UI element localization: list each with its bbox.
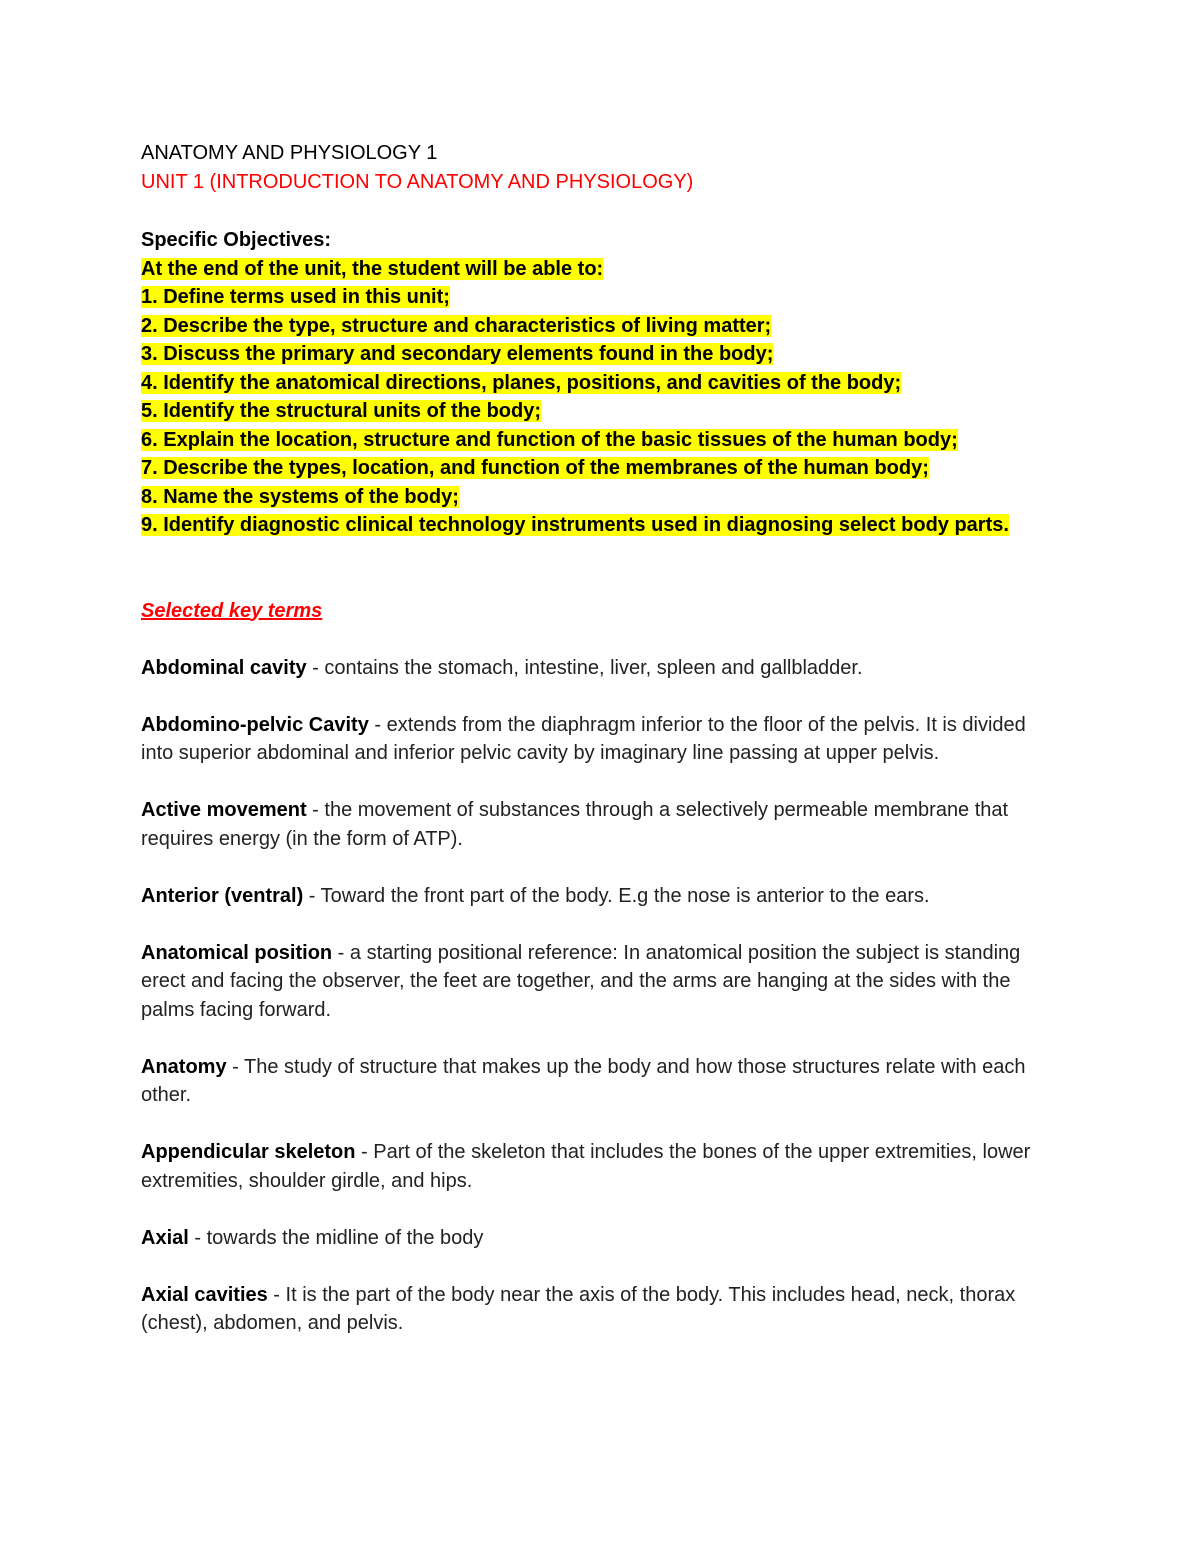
objective-item: 1. Define terms used in this unit; [141,286,450,308]
term-name: Abdomino-pelvic Cavity [141,713,369,736]
term-entry [141,939,1061,1025]
objective-item: 8. Name the systems of the body; [141,485,459,508]
objective-item: 2. Describe the type, structure and characteristics of living matter; [141,314,772,337]
term-definition: - towards the midline of the body [188,1226,484,1249]
term-definition: - a starting positional reference: In anatomical position the subject is standing erect and facing the observer, the feet are together, and the arms are hanging at the sides with the palms facing forward. [141,941,1021,1021]
term-entry [141,1053,1061,1110]
objective-item: 9. Identify diagnostic clinical technology instruments used in diagnosing select body parts. [141,514,1009,536]
term-entry [141,1138,1061,1195]
document-page [141,139,1061,1366]
term-definition: - contains the stomach, intestine, liver, spleen and gallbladder. [306,656,863,679]
term-entry [141,654,1061,683]
term-definition: - The study of structure that makes up the body and how those structures relate with each other. [141,1055,1026,1106]
objectives-label: Specific Objectives: [141,229,332,251]
term-name: Axial cavities [141,1283,268,1306]
objective-item: 4. Identify the anatomical directions, planes, positions, and cavities of the body; [141,371,902,394]
term-name: Active movement [141,799,307,821]
term-name: Anatomical position [141,941,333,964]
objective-item: 5. Identify the structural units of the body; [141,400,542,422]
objectives-section [141,226,1061,540]
term-name: Anterior (ventral) [141,884,304,907]
term-entry [141,1224,1061,1253]
term-name: Axial [141,1226,189,1249]
objectives-intro: At the end of the unit, the student will be able to: [141,257,604,280]
unit-title: UNIT 1 (INTRODUCTION TO ANATOMY AND PHYSIOLOGY) [141,171,694,193]
term-definition: - Toward the front part of the body. E.g the nose is anterior to the ears. [303,884,930,907]
term-name: Appendicular skeleton [141,1141,356,1163]
term-entry [141,1281,1061,1338]
term-name: Abdominal cavity [141,656,307,679]
term-name: Anatomy [141,1055,227,1078]
objective-item: 7. Describe the types, location, and function of the membranes of the human body; [141,457,929,479]
objective-item: 6. Explain the location, structure and function of the basic tissues of the human body; [141,428,958,451]
term-definition: - Part of the skeleton that includes the bones of the upper extremities, lower extremities, shoulder girdle, and hips. [141,1141,1031,1192]
term-definition: - extends from the diaphragm inferior to the floor of the pelvis. It is divided into superior abdominal and inferior pelvic cavity by imaginary line passing at upper pelvis. [141,713,1026,764]
objective-item: 3. Discuss the primary and secondary elements found in the body; [141,343,774,365]
term-definition: - the movement of substances through a selectively permeable membrane that requires energy (in the form of ATP). [141,799,1009,850]
document-title: ANATOMY AND PHYSIOLOGY 1 [141,142,438,164]
term-entry [141,711,1061,768]
key-terms-list [141,654,1061,1338]
term-definition: - It is the part of the body near the axis of the body. This includes head, neck, thorax (chest), abdomen, and pelvis. [141,1283,1016,1334]
term-entry [141,796,1061,853]
term-entry [141,882,1061,911]
key-terms-heading: Selected key terms [141,599,323,622]
